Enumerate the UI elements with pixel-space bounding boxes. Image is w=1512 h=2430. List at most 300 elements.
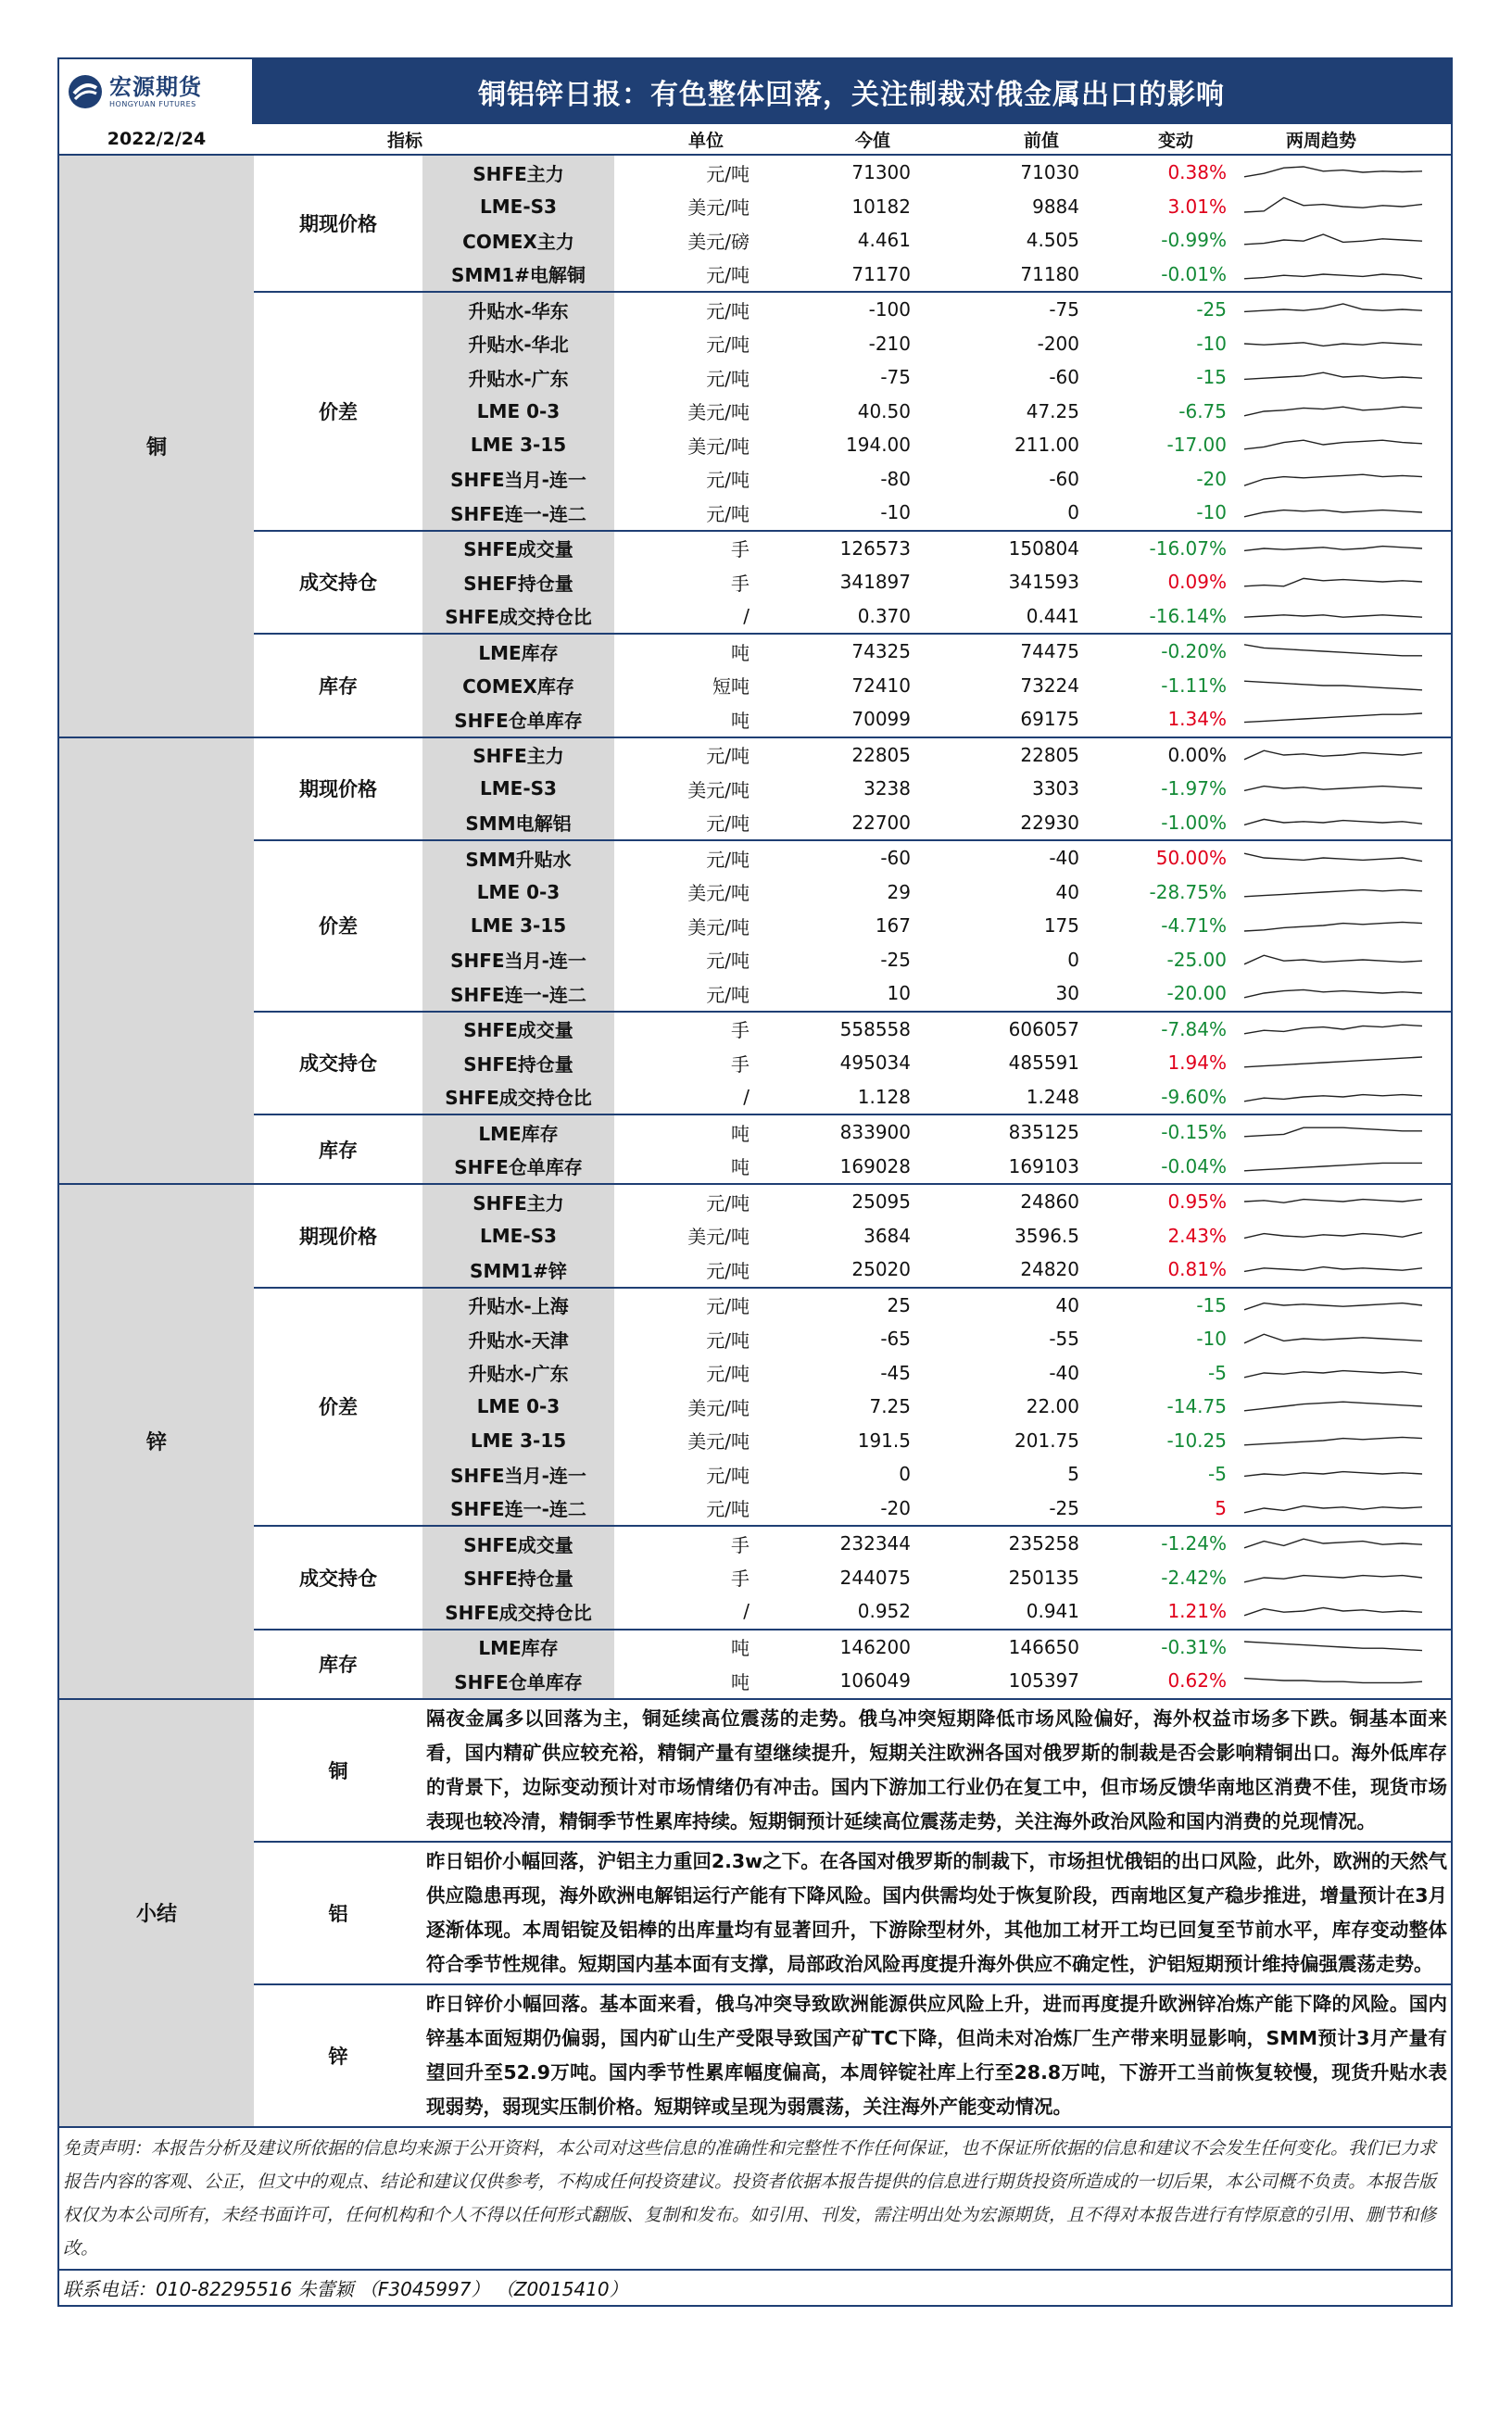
unit-cell: 元/吨 <box>706 367 750 390</box>
trend-sparkline <box>1241 878 1426 906</box>
previous-value: 47.25 <box>1026 399 1079 422</box>
trend-cell <box>1234 1219 1431 1253</box>
trend-sparkline <box>1241 330 1426 358</box>
trend-line <box>1244 1437 1422 1444</box>
indicator-name: SMM升贴水 <box>422 841 614 875</box>
trend-cell <box>1234 1492 1431 1526</box>
group-label: 期现价格 <box>299 778 377 801</box>
trend-line <box>1244 1472 1422 1477</box>
trend-cell <box>1234 1115 1431 1150</box>
change-value: -2.42% <box>1161 1566 1227 1589</box>
logo-name-en: HONGYUAN FUTURES <box>109 99 196 108</box>
indicator-name: LME-S3 <box>422 772 614 806</box>
trend-sparkline <box>1241 637 1426 665</box>
trend-cell <box>1234 635 1431 669</box>
trend-cell <box>1234 1457 1431 1492</box>
change-value: -25.00 <box>1166 948 1227 971</box>
trend-sparkline <box>1241 260 1426 288</box>
summary-text: 昨日锌价小幅回落。基本面来看，俄乌冲突导致欧洲能源供应风险上升，进而再度提升欧洲锌冶炼产能下降的风险。国内锌基本面短期仍偏弱，国内矿山生产受限导致国产矿TC下降，但尚未对冶炼厂生产带来明显影响，SMM预计3月产量有望回升至52.9万吨。国内季节性累库幅度偏高，本周锌锭社库上行至28.8万吨，下游开工当前恢复较慢，现货升贴水表现弱势，弱现实压制价格。短期锌或呈现为弱震荡，关注海外产能变动情况。 <box>426 1992 1447 2118</box>
unit-cell: 手 <box>731 1568 750 1591</box>
current-value: 194.00 <box>846 434 911 457</box>
previous-value: 150804 <box>1008 536 1079 560</box>
unit-cell: 吨 <box>731 709 750 732</box>
group-rows <box>422 532 1451 634</box>
indicator-name: SHFE连一-连二 <box>422 496 614 530</box>
change-value: 0.38% <box>1167 161 1227 184</box>
logo-name-cn: 宏源期货 <box>109 73 202 100</box>
change-value: -16.14% <box>1149 604 1227 627</box>
previous-value: 9884 <box>1032 195 1079 218</box>
change-value: 5 <box>1215 1496 1227 1519</box>
previous-value: 0.441 <box>1026 604 1079 627</box>
metal-section <box>59 738 1451 1186</box>
indicator-name: COMEX主力 <box>422 223 614 258</box>
unit-cell: 短吨 <box>712 675 750 699</box>
trend-cell <box>1234 156 1431 190</box>
previous-value: 341593 <box>1008 571 1079 594</box>
trend-line <box>1244 546 1422 550</box>
trend-cell <box>1234 702 1431 737</box>
trend-cell <box>1234 599 1431 634</box>
trend-sparkline <box>1241 1633 1426 1661</box>
change-value: -1.24% <box>1161 1532 1227 1555</box>
unit-cell: 元/吨 <box>706 264 750 287</box>
current-value: 71170 <box>851 262 911 285</box>
unit-cell: 元/吨 <box>706 469 750 492</box>
table-row <box>422 1630 1451 1665</box>
trend-line <box>1244 1370 1422 1377</box>
trend-sparkline <box>1241 568 1426 596</box>
current-value: 72410 <box>851 674 911 697</box>
previous-value: -55 <box>1049 1328 1079 1351</box>
col-previous: 前值 <box>1023 130 1059 151</box>
previous-value: 40 <box>1055 880 1079 903</box>
trend-line <box>1244 1505 1422 1512</box>
trend-sparkline <box>1241 1291 1426 1319</box>
trend-sparkline <box>1241 602 1426 630</box>
trend-sparkline <box>1241 363 1426 391</box>
trend-sparkline <box>1241 296 1426 323</box>
previous-value: 105397 <box>1008 1669 1079 1693</box>
previous-value: 74475 <box>1020 640 1079 663</box>
table-row <box>422 462 1451 497</box>
trend-line <box>1244 1575 1422 1581</box>
indicator-name: LME 0-3 <box>422 395 614 429</box>
trend-line <box>1244 615 1422 617</box>
table-row <box>422 395 1451 429</box>
table-row <box>422 635 1451 669</box>
indicator-name: SHFE成交持仓比 <box>422 1080 614 1114</box>
indicator-name: LME 3-15 <box>422 428 614 462</box>
change-value: -15 <box>1196 366 1227 389</box>
indicator-name: 升贴水-天津 <box>422 1322 614 1356</box>
trend-line <box>1244 274 1422 279</box>
trend-cell <box>1234 190 1431 224</box>
disclaimer: 免责声明：本报告分析及建议所依据的信息均来源于公开资料，本公司对这些信息的准确性和完整性不作任何保证，也不保证所依据的信息和建议不会发生任何变化。我们已力求报告内容的客观、公正，但文中的观点、结论和建议仅供参考，不构成任何投资建议。投资者依据本报告提供的信息进行期货投资所造成的一切后果，本公司概不负责。本报告版权仅为本公司所有，未经书面许可，任何机构和个人不得以任何形式翻版、复制和发布。如引用、刊发，需注明出处为宏源期货，且不得对本报告进行有悖原意的引用、删节和修改。 <box>59 2126 1451 2269</box>
unit-cell: 元/吨 <box>706 950 750 973</box>
trend-cell <box>1234 875 1431 910</box>
metal-label: 铜 <box>59 156 254 737</box>
previous-value: 22930 <box>1020 811 1079 834</box>
indicator-name: SHFE持仓量 <box>422 1561 614 1595</box>
trend-cell <box>1234 976 1431 1011</box>
trend-cell <box>1234 1046 1431 1080</box>
trend-cell <box>1234 462 1431 497</box>
group-rows <box>422 1013 1451 1114</box>
table-row <box>422 1424 1451 1458</box>
change-value: -16.07% <box>1149 536 1227 560</box>
summary-text: 隔夜金属多以回落为主，铜延续高位震荡的走势。俄乌冲突短期降低市场风险偏好，海外权益市场多下跌。铜基本面来看，国内精矿供应较充裕，精铜产量有望继续提升，短期关注欧洲各国对俄罗斯的制裁是否会影响精铜出口。海外低库存的背景下，边际变动预计对市场情绪仍有冲击。国内下游加工行业仍在复工中，但市场反馈华南地区消费不佳，现货市场表现也较冷清，精铜季节性累库持续。短期铜预计延续高位震荡走势，关注海外政治风险和国内消费的兑现情况。 <box>426 1706 1447 1832</box>
indicator-name: SMM1#电解铜 <box>422 258 614 292</box>
daily-report <box>57 57 1453 2307</box>
trend-line <box>1244 1267 1422 1272</box>
trend-cell <box>1234 395 1431 429</box>
indicator-name: SHFE连一-连二 <box>422 1492 614 1526</box>
previous-value: 4.505 <box>1026 229 1079 252</box>
trend-sparkline <box>1241 979 1426 1007</box>
indicator-name: SHFE仓单库存 <box>422 1664 614 1698</box>
indicator-name: SHFE当月-连一 <box>422 462 614 497</box>
trend-line <box>1244 1608 1422 1616</box>
table-row <box>422 223 1451 258</box>
trend-line <box>1244 787 1422 791</box>
trend-line <box>1244 372 1422 379</box>
current-value: 495034 <box>839 1051 911 1075</box>
table-row <box>422 327 1451 361</box>
indicator-group <box>254 293 1451 532</box>
indicator-name: SHEF持仓量 <box>422 565 614 599</box>
change-value: -10 <box>1196 501 1227 524</box>
table-row <box>422 428 1451 462</box>
current-value: 558558 <box>839 1017 911 1040</box>
indicator-name: SMM电解铝 <box>422 806 614 840</box>
trend-line <box>1244 167 1422 177</box>
trend-sparkline <box>1241 1597 1426 1625</box>
trend-sparkline <box>1241 1152 1426 1180</box>
table-row <box>422 669 1451 703</box>
group-rows <box>422 841 1451 1011</box>
change-value: -20.00 <box>1166 982 1227 1005</box>
table-row <box>422 1390 1451 1424</box>
indicator-name: SMM1#锌 <box>422 1253 614 1287</box>
table-row <box>422 532 1451 566</box>
previous-value: -40 <box>1049 847 1079 870</box>
indicator-name: COMEX库存 <box>422 669 614 703</box>
current-value: -65 <box>880 1328 911 1351</box>
trend-cell <box>1234 327 1431 361</box>
change-value: -7.84% <box>1161 1017 1227 1040</box>
table-row <box>422 1492 1451 1526</box>
previous-value: 71180 <box>1020 262 1079 285</box>
summary-text: 昨日铝价小幅回落，沪铝主力重回2.3w之下。在各国对俄罗斯的制裁下，市场担忧俄铝的出口风险，此外，欧洲的天然气供应隐患再现，海外欧洲电解铝运行产能有下降风险。国内供需均处于恢复阶段，西南地区复产稳步推进，增量预计在3月逐渐体现。本周铝锭及铝棒的出库量均有显著回升，下游除型材外，其他加工材开工均已回复至节前水平，库存变动整体符合季节性规律。短期国内基本面有支撑，局部政治风险再度提升海外供应不确定性，沪铝短期预计维持偏强震荡走势。 <box>426 1849 1447 1975</box>
summary-groups <box>254 1700 1451 2126</box>
trend-line <box>1244 579 1422 586</box>
table-row <box>422 1219 1451 1253</box>
trend-sparkline <box>1241 809 1426 837</box>
unit-cell: 吨 <box>731 1670 750 1693</box>
table-row <box>422 599 1451 634</box>
unit-cell: 吨 <box>731 1156 750 1179</box>
table-row <box>422 258 1451 292</box>
current-value: 232344 <box>839 1532 911 1555</box>
summary-item <box>254 1700 1451 1843</box>
trend-line <box>1244 304 1422 311</box>
indicator-group <box>254 1289 1451 1528</box>
unit-cell: 手 <box>731 1052 750 1076</box>
indicator-name: SHFE主力 <box>422 1185 614 1219</box>
indicator-group <box>254 1185 1451 1289</box>
change-value: -0.01% <box>1161 262 1227 285</box>
previous-value: 69175 <box>1020 708 1079 731</box>
trend-cell <box>1234 1322 1431 1356</box>
trend-cell <box>1234 943 1431 977</box>
trend-line <box>1244 713 1422 723</box>
trend-sparkline <box>1241 1427 1426 1454</box>
report-header <box>59 59 1451 124</box>
previous-value: 1.248 <box>1026 1085 1079 1108</box>
current-value: 146200 <box>839 1635 911 1658</box>
unit-cell: 美元/吨 <box>687 1396 750 1419</box>
unit-cell: 元/吨 <box>706 848 750 871</box>
trend-line <box>1244 1402 1422 1411</box>
trend-sparkline <box>1241 774 1426 802</box>
unit-cell: 手 <box>731 1019 750 1042</box>
col-trend: 两周趋势 <box>1285 130 1356 151</box>
previous-value: 211.00 <box>1014 434 1079 457</box>
trend-cell <box>1234 1080 1431 1114</box>
indicator-name: SHFE连一-连二 <box>422 976 614 1011</box>
indicator-name: SHFE成交量 <box>422 1527 614 1561</box>
current-value: 74325 <box>851 640 911 663</box>
unit-cell: 美元/吨 <box>687 778 750 801</box>
table-row <box>422 841 1451 875</box>
trend-line <box>1244 853 1422 861</box>
table-row <box>422 1527 1451 1561</box>
unit-cell: 吨 <box>731 1637 750 1660</box>
unit-cell: 元/吨 <box>706 1498 750 1521</box>
current-value: -20 <box>880 1496 911 1519</box>
trend-sparkline <box>1241 1667 1426 1694</box>
previous-value: 485591 <box>1008 1051 1079 1075</box>
indicator-group <box>254 532 1451 636</box>
indicator-name: LME 0-3 <box>422 1390 614 1424</box>
current-value: 29 <box>887 880 911 903</box>
unit-cell: 手 <box>731 538 750 561</box>
logo-mark-icon <box>67 73 104 110</box>
trend-sparkline <box>1241 1049 1426 1077</box>
current-value: 3684 <box>863 1224 911 1247</box>
trend-line <box>1244 923 1422 932</box>
table-row <box>422 702 1451 737</box>
unit-cell: 元/吨 <box>706 1191 750 1215</box>
group-label: 成交持仓 <box>299 572 377 595</box>
unit-cell: 手 <box>731 572 750 595</box>
trend-cell <box>1234 1527 1431 1561</box>
indicator-name: LME 3-15 <box>422 909 614 943</box>
trend-cell <box>1234 1253 1431 1287</box>
table-row <box>422 156 1451 190</box>
trend-line <box>1244 819 1422 825</box>
summary-metal: 铜 <box>328 1759 348 1782</box>
trend-sparkline <box>1241 431 1426 459</box>
trend-sparkline <box>1241 1188 1426 1215</box>
trend-cell <box>1234 532 1431 566</box>
trend-sparkline <box>1241 535 1426 562</box>
change-value: 3.01% <box>1167 195 1227 218</box>
unit-cell: 元/吨 <box>706 502 750 525</box>
change-value: -0.15% <box>1161 1121 1227 1144</box>
indicator-group <box>254 1527 1451 1630</box>
current-value: -80 <box>880 467 911 490</box>
indicator-group <box>254 841 1451 1013</box>
indicator-name: 升贴水-华东 <box>422 293 614 327</box>
change-value: -20 <box>1196 467 1227 490</box>
trend-line <box>1244 1163 1422 1170</box>
trend-sparkline <box>1241 498 1426 526</box>
trend-sparkline <box>1241 844 1426 872</box>
trend-line <box>1244 474 1422 485</box>
previous-value: 146650 <box>1008 1635 1079 1658</box>
trend-line <box>1244 1094 1422 1101</box>
table-row <box>422 1013 1451 1047</box>
trend-line <box>1244 1127 1422 1137</box>
change-value: -28.75% <box>1149 880 1227 903</box>
group-rows <box>422 738 1451 840</box>
trend-line <box>1244 889 1422 896</box>
current-value: 25 <box>887 1293 911 1316</box>
previous-value: 24860 <box>1020 1190 1079 1214</box>
previous-value: 0 <box>1067 948 1079 971</box>
current-value: 126573 <box>839 536 911 560</box>
trend-cell <box>1234 1150 1431 1184</box>
col-current: 今值 <box>854 130 890 151</box>
trend-sparkline <box>1241 465 1426 493</box>
change-value: -0.99% <box>1161 229 1227 252</box>
indicator-name: LME 3-15 <box>422 1424 614 1458</box>
summary-section <box>59 1700 1451 2126</box>
unit-cell: 元/吨 <box>706 812 750 836</box>
indicator-group <box>254 1630 1451 1698</box>
group-label: 期现价格 <box>299 1225 377 1248</box>
trend-cell <box>1234 841 1431 875</box>
metal-label <box>59 738 254 1184</box>
group-label: 成交持仓 <box>299 1052 377 1076</box>
change-value: 1.94% <box>1167 1051 1227 1075</box>
table-row <box>422 1664 1451 1698</box>
previous-value: 22.00 <box>1026 1395 1079 1418</box>
trend-cell <box>1234 1424 1431 1458</box>
group-rows <box>422 293 1451 530</box>
group-label: 价差 <box>319 400 358 423</box>
trend-line <box>1244 990 1422 998</box>
indicator-name: SHFE成交量 <box>422 532 614 566</box>
change-value: -14.75 <box>1166 1395 1227 1418</box>
table-row <box>422 1356 1451 1391</box>
trend-sparkline <box>1241 226 1426 254</box>
previous-value: 24820 <box>1020 1258 1079 1281</box>
current-value: -100 <box>868 298 911 321</box>
indicator-name: 升贴水-广东 <box>422 1356 614 1391</box>
indicator-name: SHFE成交持仓比 <box>422 1594 614 1629</box>
change-value: -1.97% <box>1161 777 1227 800</box>
trend-cell <box>1234 496 1431 530</box>
indicator-groups <box>254 156 1451 737</box>
unit-cell: 元/吨 <box>706 1328 750 1352</box>
table-row <box>422 875 1451 910</box>
previous-value: -40 <box>1049 1361 1079 1384</box>
trend-cell <box>1234 669 1431 703</box>
group-rows <box>422 635 1451 737</box>
indicator-name: SHFE主力 <box>422 156 614 190</box>
trend-sparkline <box>1241 193 1426 220</box>
indicator-name: SHFE仓单库存 <box>422 1150 614 1184</box>
current-value: 3238 <box>863 777 911 800</box>
table-row <box>422 909 1451 943</box>
trend-line <box>1244 1303 1422 1309</box>
current-value: 25095 <box>851 1190 911 1214</box>
trend-cell <box>1234 1356 1431 1391</box>
current-value: 7.25 <box>869 1395 911 1418</box>
report-title: 铜铝锌日报：有色整体回落，关注制裁对俄金属出口的影响 <box>478 79 1225 111</box>
contact-info: 联系电话：010-82295516 朱蕾颖 （F3045997） （Z0015410） <box>59 2269 1451 2305</box>
trend-cell <box>1234 360 1431 395</box>
change-value: -0.31% <box>1161 1635 1227 1658</box>
trend-sparkline <box>1241 1118 1426 1146</box>
trend-sparkline <box>1241 1392 1426 1420</box>
current-value: 10182 <box>851 195 911 218</box>
trend-sparkline <box>1241 1083 1426 1111</box>
table-row <box>422 976 1451 1011</box>
indicator-name: SHFE成交量 <box>422 1013 614 1047</box>
previous-value: -75 <box>1049 298 1079 321</box>
change-value: -4.71% <box>1161 914 1227 938</box>
indicator-name: LME库存 <box>422 635 614 669</box>
change-value: -10.25 <box>1166 1429 1227 1452</box>
unit-cell: 美元/吨 <box>687 882 750 905</box>
change-value: -1.11% <box>1161 674 1227 697</box>
trend-cell <box>1234 1289 1431 1323</box>
trend-sparkline <box>1241 1494 1426 1522</box>
change-value: 0.09% <box>1167 571 1227 594</box>
previous-value: 5 <box>1067 1463 1079 1486</box>
current-value: -210 <box>868 332 911 355</box>
trend-sparkline <box>1241 741 1426 769</box>
change-value: -17.00 <box>1166 434 1227 457</box>
current-value: 244075 <box>839 1566 911 1589</box>
trend-cell <box>1234 1630 1431 1665</box>
metal-section <box>59 1185 1451 1700</box>
unit-cell: / <box>743 1085 750 1108</box>
change-value: -9.60% <box>1161 1085 1227 1108</box>
trend-sparkline <box>1241 1359 1426 1387</box>
trend-cell <box>1234 1664 1431 1698</box>
unit-cell: 元/吨 <box>706 1363 750 1386</box>
current-value: 4.461 <box>857 229 911 252</box>
table-row <box>422 1150 1451 1184</box>
change-value: -5 <box>1208 1361 1227 1384</box>
unit-cell: 美元/吨 <box>687 1430 750 1454</box>
unit-cell: 美元/吨 <box>687 434 750 458</box>
indicator-name: 升贴水-华北 <box>422 327 614 361</box>
summary-label: 小结 <box>59 1700 254 2126</box>
indicator-name: LME 0-3 <box>422 875 614 910</box>
group-rows <box>422 1289 1451 1526</box>
group-rows <box>422 1630 1451 1698</box>
trend-sparkline <box>1241 1564 1426 1592</box>
table-row <box>422 1457 1451 1492</box>
trend-cell <box>1234 1390 1431 1424</box>
table-row <box>422 1185 1451 1219</box>
